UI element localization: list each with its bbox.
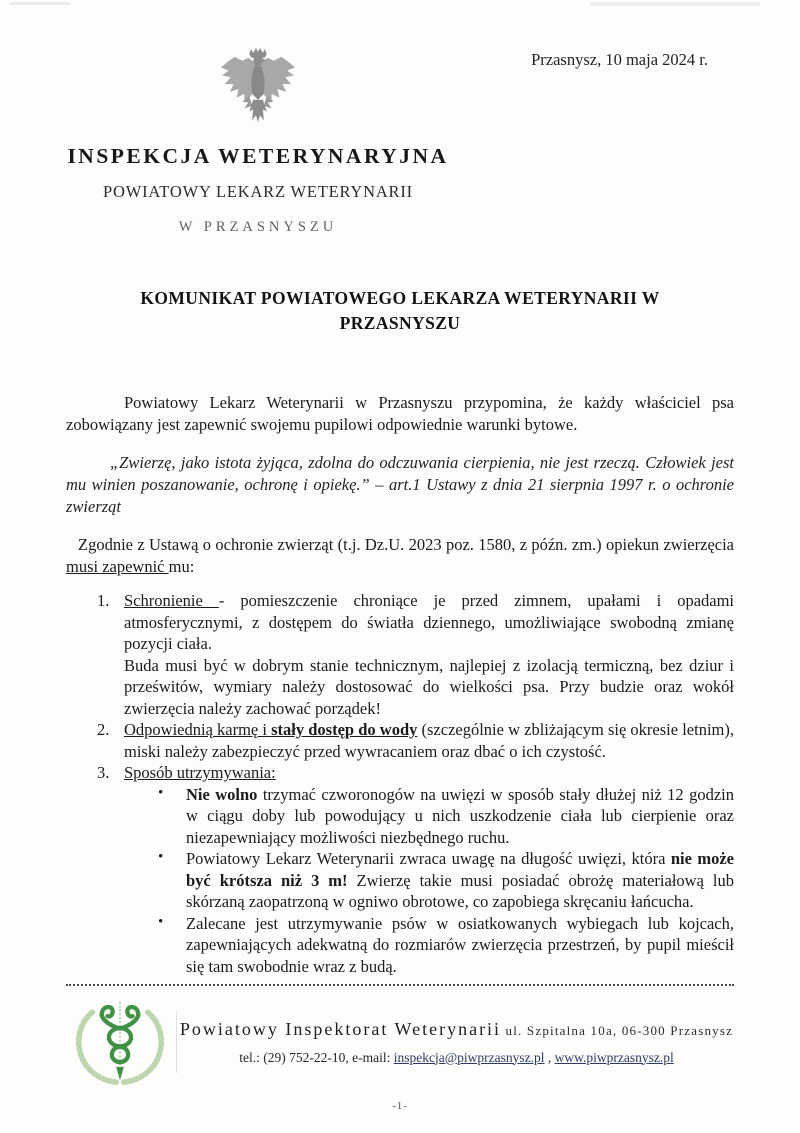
bullet-text: Zwierzę takie musi posiadać obrożę materiałową lub skórzaną zaopatrzoną w ogniwo obrotowe, co zapobiega skręcaniu łańcucha. <box>186 870 734 911</box>
footer-contact-block <box>179 1019 734 1066</box>
shelter-keyword: Schronienie <box>124 591 219 610</box>
list-number: 2. <box>97 720 110 739</box>
veterinary-caduceus-wreath-logo-icon <box>66 996 174 1088</box>
keeping-keyword: Sposób utrzymywania: <box>124 763 276 782</box>
bullet-text: Zalecane jest utrzymywanie psów w osiatkowanych wybiegach lub kojcach, zapewniających adekwatną do rozmiarów zwierzęcia przestrzeń, by pupil mieścił się tam swobodnie wraz z budą. <box>186 913 734 976</box>
requirements-list <box>66 590 734 977</box>
bullet-bold-text: Nie wolno <box>186 784 258 804</box>
footer-vertical-divider <box>176 1011 177 1073</box>
bullet-icon: • <box>158 913 164 930</box>
scan-artifact <box>10 2 70 5</box>
footer-website-link[interactable]: www.piwprzasnysz.pl <box>554 1049 674 1065</box>
food-water-description: (szczególnie w zbliżającym się okresie letnim), miski należy zabezpieczyć przed wywracaniem oraz dbać o ich czystość. <box>124 720 734 761</box>
shelter-description: - pomieszczenie chroniące je przed zimnem, upałami i opadami atmosferycznymi, z dostępem do światła dziennego, umożliwiające swobodną zmianę pozycji ciała. <box>124 591 735 653</box>
letterhead-city: W PRZASNYSZU <box>178 219 338 235</box>
shelter-text <box>124 590 734 655</box>
list-item-shelter <box>66 590 734 719</box>
legal-underlined-text: musi zapewnić <box>66 557 169 576</box>
footer-org-line <box>179 1019 734 1040</box>
list-number: 3. <box>97 763 110 782</box>
food-keyword: Odpowiednią karmę i <box>124 720 272 739</box>
bullet-tether-time <box>124 784 734 849</box>
bullet-pre-text: Powiatowy Lekarz Weterynarii zwraca uwagę na długość uwięzi, która <box>186 849 671 868</box>
water-keyword: stały dostęp do wody <box>271 720 418 739</box>
letterhead-org-name: INSPEKCJA WETERYNARYJNA <box>67 144 449 168</box>
letterhead-office-name: POWIATOWY LEKARZ WETERYNARII <box>103 182 413 201</box>
bullet-enclosures <box>124 913 734 978</box>
bullet-tether-length <box>124 848 734 913</box>
bullet-icon: • <box>158 784 164 801</box>
bullet-bold-text: nie może być krótsza niż 3 m! <box>186 849 734 890</box>
bullet-tether-length-text <box>186 848 734 913</box>
polish-eagle-emblem-icon <box>66 46 450 132</box>
list-item-keeping <box>66 762 734 977</box>
list-number: 1. <box>97 591 110 610</box>
document-body <box>66 392 734 977</box>
footer-address: ul. Szpitalna 10a, 06-300 Przasnysz <box>501 1022 734 1038</box>
letterhead-header <box>66 46 734 236</box>
food-water-text <box>124 719 734 762</box>
footer-tel-line <box>179 1050 734 1066</box>
legal-text-end: mu: <box>168 557 195 576</box>
letterhead-block <box>66 46 450 236</box>
bullet-enclosures-text <box>186 913 734 978</box>
keeping-heading <box>124 762 734 784</box>
footer-email-link[interactable]: inspekcja@piwprzasnysz.pl <box>393 1049 545 1065</box>
legal-basis-paragraph <box>66 534 734 578</box>
bullet-tether-time-text <box>186 784 734 849</box>
footer-org-name: Powiatowy Inspektorat Weterynarii <box>179 1018 502 1039</box>
footer <box>66 996 734 1088</box>
footer-link-separator: , <box>544 1049 555 1065</box>
list-item-food-water <box>66 719 734 762</box>
law-quote-paragraph: „Zwierzę, jako istota żyjąca, zdolna do odczuwania cierpienia, nie jest rzeczą. Człowiek jest mu winien poszanowanie, ochronę i opiekę.” – art.1 Ustawy z dnia 21 sierpnia 1997 r. o ochronie zwierząt <box>66 453 734 516</box>
bullet-icon: • <box>158 849 164 865</box>
document-date: Przasnysz, 10 maja 2024 r. <box>531 50 708 69</box>
footer-separator-line <box>66 984 734 986</box>
legal-text: Zgodnie z Ustawą o ochronie zwierząt (t.j. Dz.U. 2023 poz. 1580, z późn. zm.) opiekun zwierzęcia <box>78 535 734 554</box>
scan-artifact <box>590 2 760 6</box>
intro-paragraph: Powiatowy Lekarz Weterynarii w Przasnyszu przypomina, że każdy właściciel psa zobowiązany jest zapewnić swojemu pupilowi odpowiednie warunki bytowe. <box>66 393 734 434</box>
page-number: -1- <box>392 1100 408 1112</box>
shelter-text-2: Buda musi być w dobrym stanie technicznym, najlepiej z izolacją termiczną, bez dziur i prześwitów, wymiary należy dostosować do wielkości psa. Przy budzie oraz wokół zwierzęcia należy zachować porządek! <box>124 655 734 718</box>
document-title: KOMUNIKAT POWIATOWEGO LEKARZA WETERYNARII W PRZASNYSZU <box>140 288 660 333</box>
footer-tel-email-label: tel.: (29) 752-22-10, e-mail: <box>239 1049 394 1065</box>
bullet-text: trzymać czworonogów na uwięzi w sposób stały dłużej niż 12 godzin w ciągu doby lub powodujący u nich uszkodzenie ciała lub cierpienie oraz niezapewniający możliwości niezbędnego ruchu. <box>186 784 734 847</box>
